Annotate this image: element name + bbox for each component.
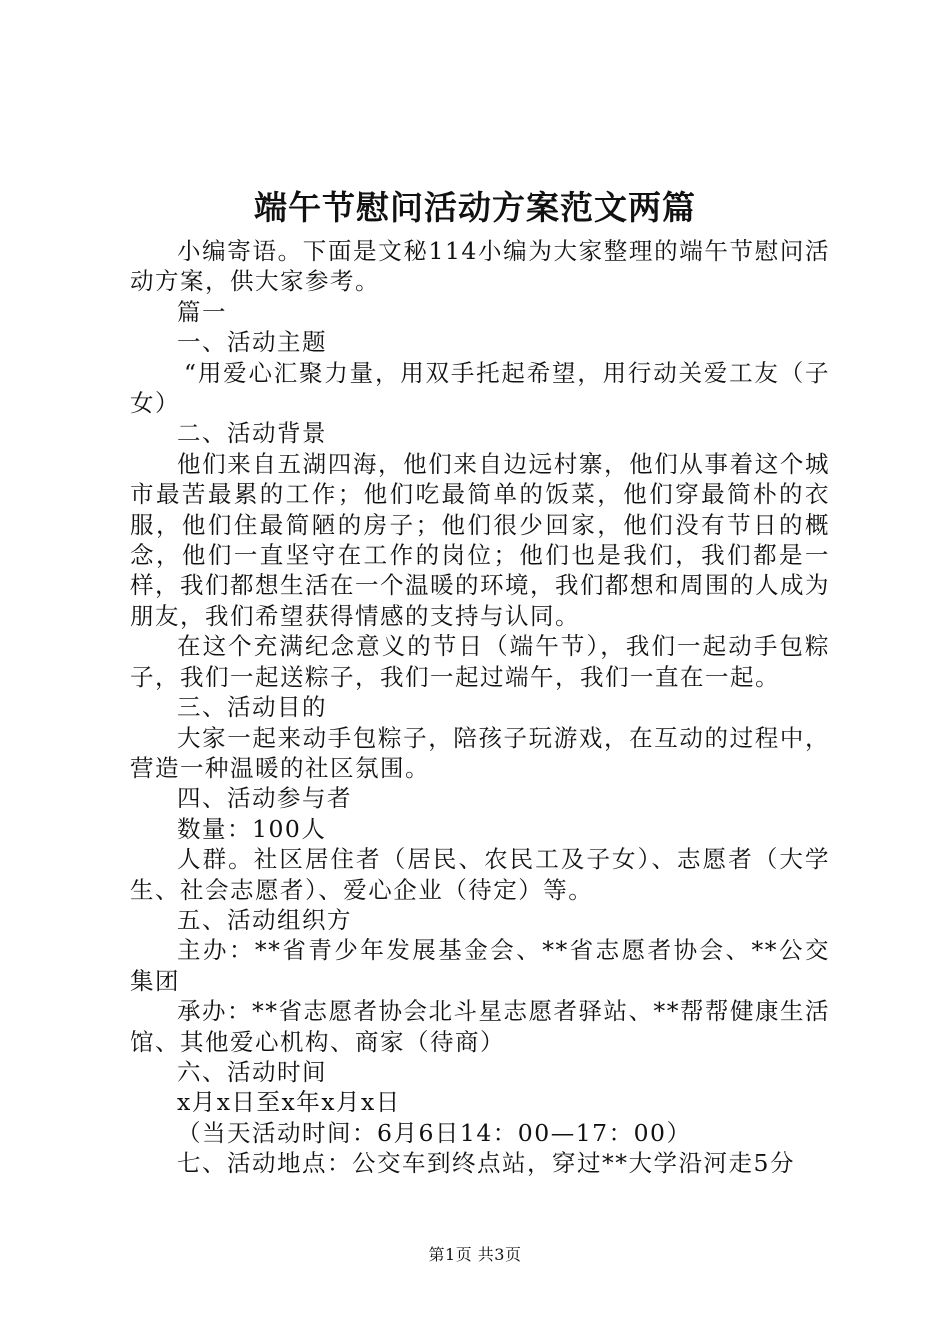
paragraph-purpose: 大家一起来动手包粽子，陪孩子玩游戏，在互动的过程中，营造一种温暖的社区氛围。 [130,723,830,782]
paragraph-quantity: 数量：100人 [177,814,327,843]
paragraph-crowd: 人群。社区居住者（居民、农民工及子女）、志愿者（大学生、社会志愿者）、爱心企业（待定）等。 [130,845,830,904]
paragraph-date-range: x月x日至x年x月x日 [177,1088,401,1117]
document-body [130,236,830,1179]
heading-background: 二、活动背景 [177,419,327,448]
heading-purpose: 三、活动目的 [177,693,327,722]
heading-participants: 四、活动参与者 [177,784,352,813]
document-title: 端午节慰问活动方案范文两篇 [254,188,696,227]
heading-organizers: 五、活动组织方 [177,905,352,934]
paragraph-undertaker: 承办：**省志愿者协会北斗星志愿者驿站、**帮帮健康生活馆、其他爱心机构、商家（待商） [130,997,830,1056]
paragraph-host: 主办：**省青少年发展基金会、**省志愿者协会、**公交集团 [130,936,830,995]
paragraph-part-one: 篇一 [177,297,227,326]
paragraph-festival: 在这个充满纪念意义的节日（端午节），我们一起动手包粽子，我们一起送粽子，我们一起过端午，我们一直在一起。 [130,632,830,691]
paragraph-theme: “用爱心汇聚力量，用双手托起希望，用行动关爱工友（子女） [130,358,830,418]
paragraph-background: 他们来自五湖四海，他们来自边远村寨，他们从事着这个城市最苦最累的工作；他们吃最简单的饭菜，他们穿最简朴的衣服，他们住最简陋的房子；他们很少回家，他们没有节日的概念，他们一直坚守在工作的岗位；他们也是我们，我们都是一样，我们都想生活在一个温暖的环境，我们都想和周围的人成为朋友，我们希望获得情感的支持与认同。 [130,449,830,630]
heading-theme: 一、活动主题 [177,328,327,357]
paragraph-intro: 小编寄语。下面是文秘114小编为大家整理的端午节慰问活动方案，供大家参考。 [130,237,830,296]
page-number-footer: 第1页 共3页 [428,1245,522,1264]
paragraph-day-time: （当天活动时间：6月6日14：00—17：00） [177,1118,692,1147]
paragraph-location: 七、活动地点：公交车到终点站，穿过**大学沿河走5分 [177,1149,795,1178]
heading-time: 六、活动时间 [177,1057,327,1086]
